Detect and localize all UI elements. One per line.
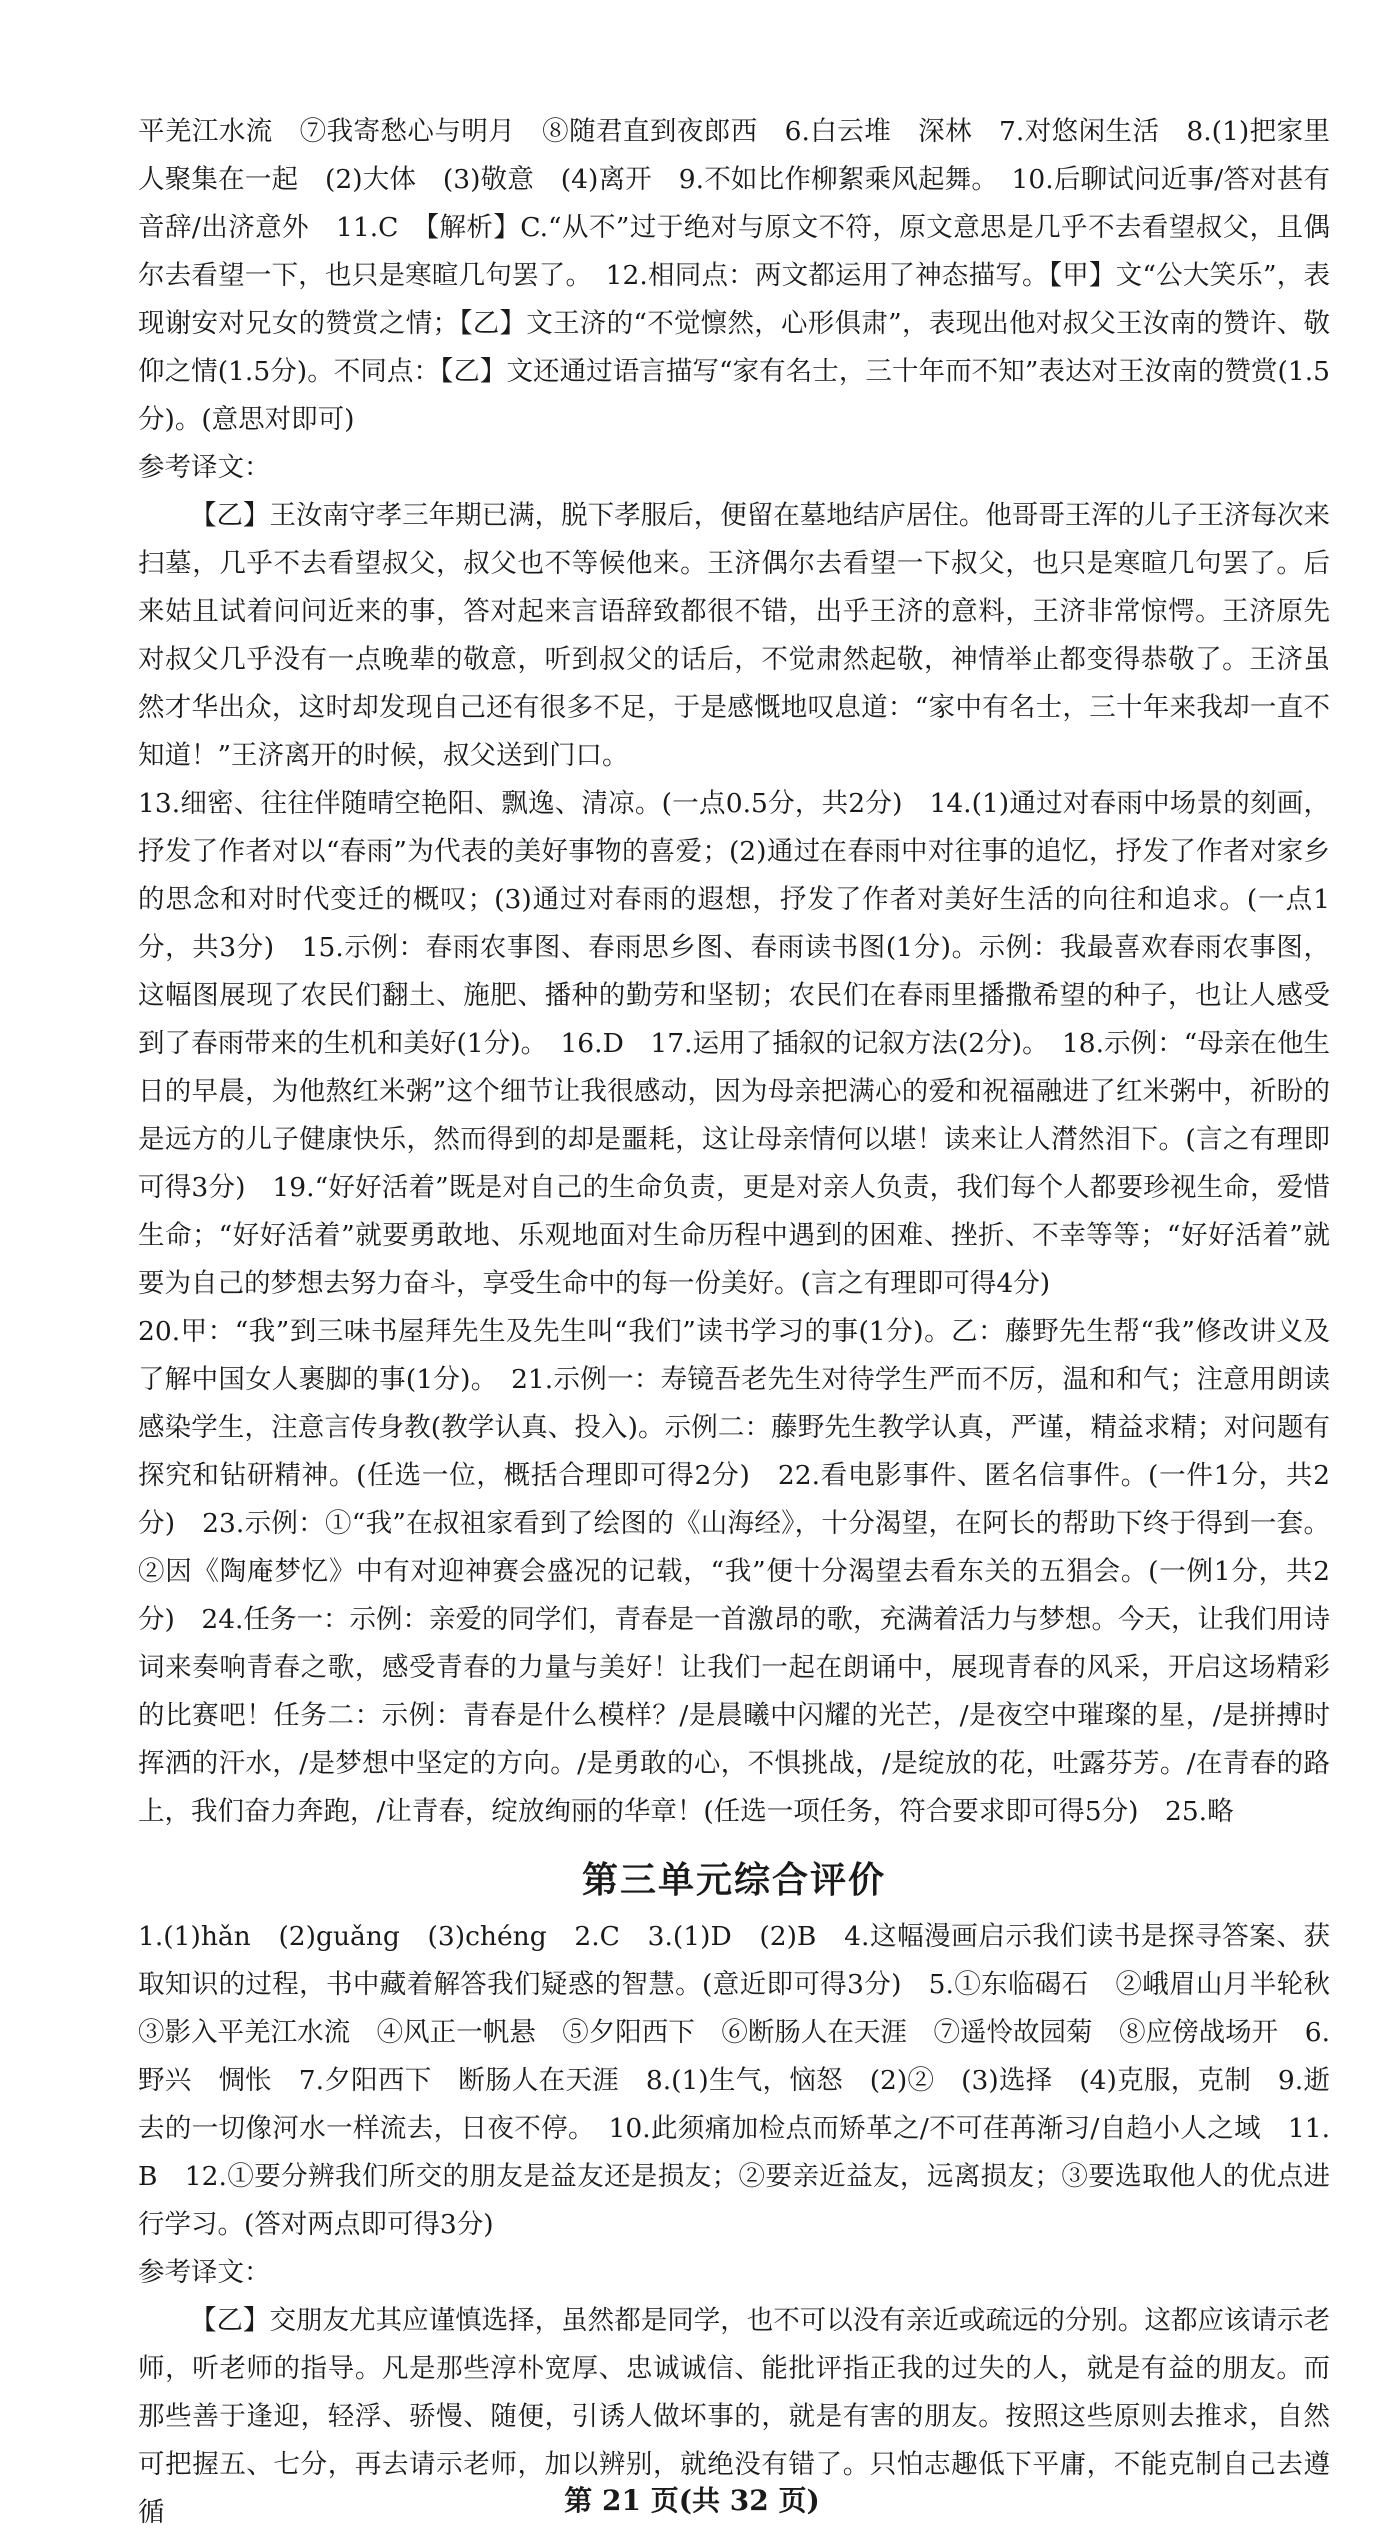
section-title: 第三单元综合评价: [581, 1860, 886, 1901]
answers-block-1: 平羌江水流 ⑦我寄愁心与明月 ⑧随君直到夜郎西 6.白云堆 深林 7.对悠闲生活 8.(1)把家里人聚集在一起 (2)大体 (3)敬意 (4)离开 9.不如比作柳絮乘风起舞。 10.后聊试问近事/答对甚有音辞/出济意外 11.C 【解析】C.“从不”过于绝对与原文不符，原文意思是几乎不去看望叔父，且偶尔去看望一下，也只是寒暄几句罢了。 12.相同点：两文都运用了神态描写。【甲】文“公大笑乐”，表现谢安对兄女的赞赏之情；【乙】文王济的“不觉懔然，心形俱肃”，表现出他对叔父王汝南的赞许、敬仰之情(1.5分)。不同点：【乙】文还通过语言描写“家有名士，三十年而不知”表达对王汝南的赞赏(1.5分)。(意思对即可): [138, 116, 1330, 435]
unit3-translation-text: 【乙】交朋友尤其应谨慎选择，虽然都是同学，也不可以没有亲近或疏远的分别。这都应该请示老师，听老师的指导。凡是那些淳朴宽厚、忠诚诚信、能批评指正我的过失的人，就是有益的朋友。而那些善于逢迎，轻浮、骄慢、随便，引诱人做坏事的，就是有害的朋友。按照这些原则去推求，自然可把握五、七分，再去请示老师，加以辨别，就绝没有错了。只怕志趣低下平庸，不能克制自己去遵循: [138, 2305, 1330, 2528]
answers-block-3: 20.甲：“我”到三味书屋拜先生及先生叫“我们”读书学习的事(1分)。乙：藤野先生帮“我”修改讲义及了解中国女人裹脚的事(1分)。 21.示例一：寿镜吾老先生对待学生严而不厉，温和和气；注意用朗读感染学生，注意言传身教(教学认真、投入)。示例二：藤野先生教学认真，严谨，精益求精；对问题有探究和钻研精神。(任选一位，概括合理即可得2分) 22.看电影事件、匿名信事件。(一件1分，共2分) 23.示例：①“我”在叔祖家看到了绘图的《山海经》，十分渴望，在阿长的帮助下终于得到一套。②因《陶庵梦忆》中有对迎神赛会盛况的记载，“我”便十分渴望去看东关的五猖会。(一例1分，共2分) 24.任务一：示例：亲爱的同学们，青春是一首激昂的歌，充满着活力与梦想。今天，让我们用诗词来奏响青春之歌，感受青春的力量与美好！让我们一起在朗诵中，展现青春的风采，开启这场精彩的比赛吧！任务二：示例：青春是什么模样？/是晨曦中闪耀的光芒，/是夜空中璀璨的星，/是拼搏时挥洒的汗水，/是梦想中坚定的方向。/是勇敢的心，不惧挑战，/是绽放的花，吐露芬芳。/在青春的路上，我们奋力奔跑，/让青春，绽放绚丽的华章！(任选一项任务，符合要求即可得5分) 25.略: [138, 1316, 1330, 1827]
answers-block-2: 13.细密、往往伴随晴空艳阳、飘逸、清凉。(一点0.5分，共2分) 14.(1)通过对春雨中场景的刻画，抒发了作者对以“春雨”为代表的美好事物的喜爱；(2)通过在春雨中对往事的追忆，抒发了作者对家乡的思念和对时代变迁的概叹；(3)通过对春雨的遐想，抒发了作者对美好生活的向往和追求。(一点1分，共3分) 15.示例：春雨农事图、春雨思乡图、春雨读书图(1分)。示例：我最喜欢春雨农事图，这幅图展现了农民们翻土、施肥、播种的勤劳和坚韧；农民们在春雨里播撒希望的种子，也让人感受到了春雨带来的生机和美好(1分)。 16.D 17.运用了插叙的记叙方法(2分)。 18.示例：“母亲在他生日的早晨，为他熬红米粥”这个细节让我很感动，因为母亲把满心的爱和祝福融进了红米粥中，祈盼的是远方的儿子健康快乐，然而得到的却是噩耗，这让母亲情何以堪！读来让人潸然泪下。(言之有理即可得3分) 19.“好好活着”既是对自己的生命负责，更是对亲人负责，我们每个人都要珍视生命，爱惜生命；“好好活着”就要勇敢地、乐观地面对生命历程中遇到的困难、挫折、不幸等等；“好好活着”就要为自己的梦想去努力奋斗，享受生命中的每一份美好。(言之有理即可得4分): [138, 788, 1330, 1299]
unit3-answers: 1.(1)hǎn (2)guǎng (3)chéng 2.C 3.(1)D (2)B 4.这幅漫画启示我们读书是探寻答案、获取知识的过程，书中藏着解答我们疑惑的智慧。(意近即可得3分) 5.①东临碣石 ②峨眉山月半轮秋 ③影入平羌江水流 ④风正一帆悬 ⑤夕阳西下 ⑥断肠人在天涯 ⑦遥怜故园菊 ⑧应傍战场开 6.野兴 惆怅 7.夕阳西下 断肠人在天涯 8.(1)生气，恼怒 (2)② (3)选择 (4)克服，克制 9.逝去的一切像河水一样流去，日夜不停。 10.此须痛加检点而矫革之/不可荏苒渐习/自趋小人之域 11.B 12.①要分辨我们所交的朋友是益友还是损友；②要亲近益友，远离损友；③要选取他人的优点进行学习。(答对两点即可得3分): [138, 1921, 1357, 2240]
translation-text: 【乙】王汝南守孝三年期已满，脱下孝服后，便留在墓地结庐居住。他哥哥王浑的儿子王济每次来扫墓，几乎不去看望叔父，叔父也不等候他来。王济偶尔去看望一下叔父，也只是寒暄几句罢了。后来姑且试着问问近来的事，答对起来言语辞致都很不错，出乎王济的意料，王济非常惊愕。王济原先对叔父几乎没有一点晚辈的敬意，听到叔父的话后，不觉肃然起敬，神情举止都变得恭敬了。王济虽然才华出众，这时却发现自己还有很多不足，于是感慨地叹息道：“家中有名士，三十年来我却一直不知道！”王济离开的时候，叔父送到门口。: [138, 500, 1330, 771]
page-footer: 第 21 页(共 32 页): [564, 2484, 820, 2517]
translation-label: 参考译文：: [138, 452, 271, 483]
unit3-translation-label: 参考译文：: [138, 2257, 271, 2288]
